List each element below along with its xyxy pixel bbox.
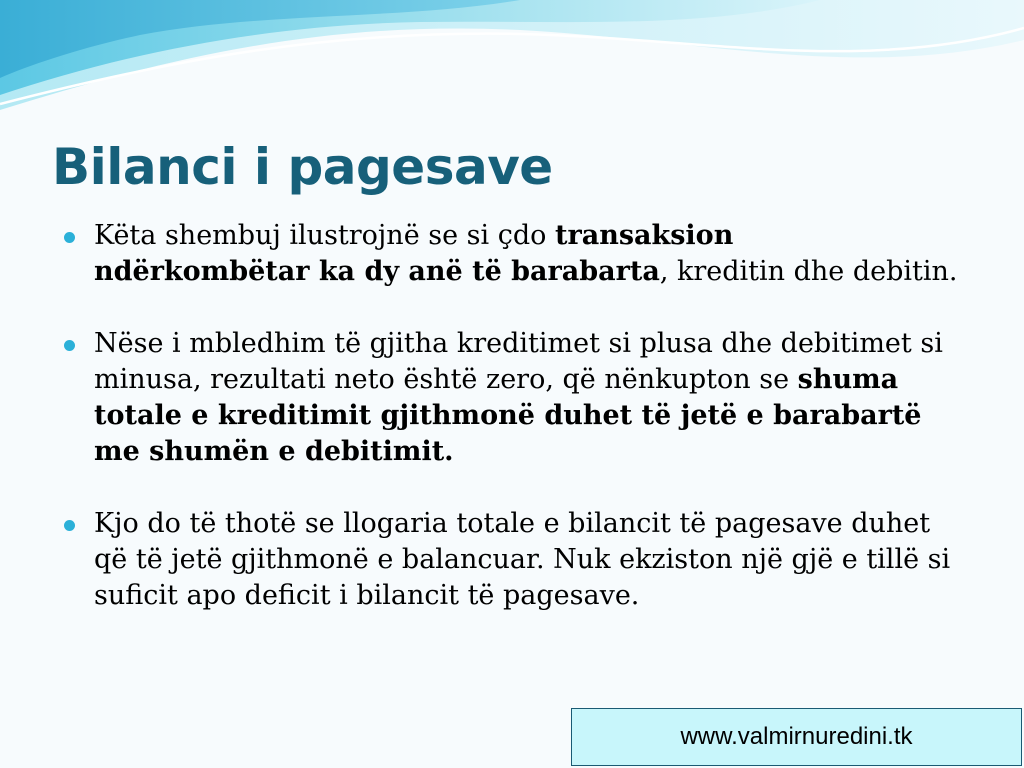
bullet-item-1 — [58, 218, 958, 290]
website-link-box[interactable]: www.valmirnuredini.tk — [571, 708, 1022, 766]
bullet-2-bold-text: shuma totale e kreditimit gjithmonë duhet të jetë e barabartë me shumën e debitimit. — [94, 364, 922, 467]
bullet-item-2 — [58, 326, 958, 470]
bullet-1-bold-text: transaksion ndërkombëtar ka dy anë të barabarta — [94, 220, 734, 287]
bullet-dot-icon — [64, 232, 75, 243]
page-title: Bilanci i pagesave — [52, 138, 553, 196]
bullet-1-text-1: Këta shembuj ilustrojnë se si çdo — [94, 220, 555, 251]
bullet-2-text-1: Nëse i mbledhim të gjitha kreditimet si plusa dhe debitimet si minusa, rezultati neto është zero, që nënkupton se — [94, 328, 943, 395]
bullet-dot-icon — [64, 340, 75, 351]
bullet-1-text-2: , kreditin dhe debitin. — [659, 256, 958, 287]
bullet-dot-icon — [64, 520, 75, 531]
bullet-item-3 — [58, 506, 958, 614]
bullet-list — [58, 218, 958, 614]
header-wave-decoration — [0, 0, 1024, 130]
bullet-3-text-1: Kjo do të thotë se llogaria totale e bilancit të pagesave duhet që të jetë gjithmonë e balancuar. Nuk ekziston një gjë e tillë si suficit apo deficit i bilancit të pagesave. — [94, 508, 951, 611]
